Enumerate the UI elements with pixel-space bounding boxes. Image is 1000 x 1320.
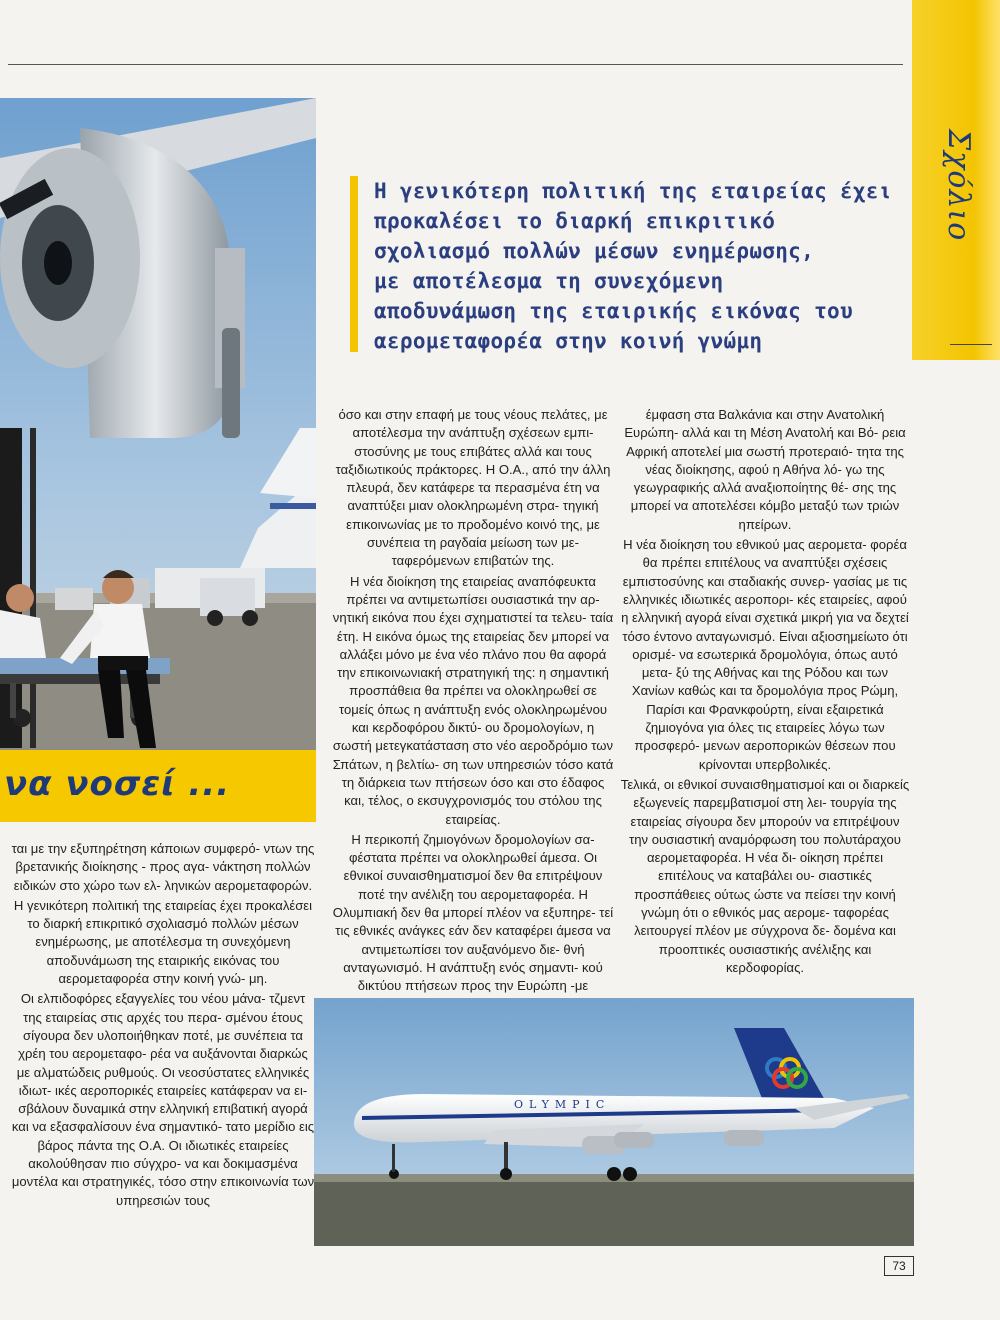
paragraph: Η περικοπή ζημιογόνων δρομολογίων σα- φέστατα πρέπει να ολοκληρωθεί άμεσα. Οι εθνικοί συναισθηματισμοί δεν θα επιτρέψουν ποτέ την ανέλιξη του αερομεταφορέα. Η Ολυμπιακή δεν θα μπορεί πλέον να εξυπηρε- τεί τις εθνικές ανάγκες εάν δεν καταφέρει άμεσα να αντιμετωπίσει τον αυξανόμενο διε- θνή ανταγωνισμό. Η ανάπτυξη ενός σημαντι- κού δικτύου πτήσεων προς την Ευρώπη -με: [332, 831, 614, 994]
paragraph: Οι ελπιδοφόρες εξαγγελίες του νέου μάνα- τζμεντ της εταιρείας στις αρχές του περα- σμένου έτους σίγουρα δεν υλοποιήθηκαν ποτέ, με συνέπεια τα χρέη του αερομεταφο- ρέα να αυξάνονται διαρκώς με αλματώδεις ρυθμούς. Οι νεοσύστατες ελληνικές ιδιωτ- ικές αεροπορικές εταιρείες κατάφεραν να ει- σβάλουν δυναμικά στην ελληνική επιβατική αγορά και να εξασφαλίσουν ένα σημαντικό- τατο μερίδιο εις βάρος πάντα της Ο.Α. Οι ιδιωτικές εταιρείες ακολούθησαν πιο σύγχρο- να και δοκιμασμένα μοντέλα και στρατηγικές, τόσο στην επικοινωνία των υπηρεσιών τους: [11, 991, 315, 1208]
paragraph: ται με την εξυπηρέτηση κάποιων συμφερό- ντων της βρετανικής διοίκησης - προς αγα- νάκτηση πολλών ειδικών στο χώρο των ελ- ληνικών αερομεταφορών.: [11, 841, 315, 893]
page-number: 73: [884, 1256, 914, 1276]
top-rule: [8, 64, 903, 65]
paragraph: Η νέα διοίκηση της εταιρείας αναπόφευκτα πρέπει να αντιμετωπίσει ουσιαστικά την αρ- νητική εικόνα που έχει σχηματιστεί τα τελευ- ταία έτη. Η εικόνα όμως της εταιρείας δεν μπορεί να αλλάξει μόνο με ένα νέο πλάνο που θα αφορά την επικοινωνιακή στρατηγική της: η σημαντική προσπάθεια θα πρέπει να ολοκληρωθεί σε τομείς όπως η ανάπτυξη ενός ολοκληρωμένου και κερδοφόρου δικτύ- ου δρομολογίων, η σωστή μετεγκατάσταση στο νέο αεροδρόμιο των Σπάτων, η βελτίω- ση των υπηρεσιών τόσο κατά τη διάρκεια των πτήσεων όσο και στο έδαφος και, τέλος, ο εκσυγχρονισμός του στόλου της εταιρείας.: [332, 573, 614, 827]
pull-quote-line: Η γενικότερη πολιτική της εταιρείας έχει: [374, 179, 892, 203]
pull-quote-line: αποδυνάμωση της εταιρικής εικόνας του: [374, 299, 853, 323]
headline-banner: [0, 750, 316, 822]
section-tab-rule: [950, 344, 992, 345]
pull-quote-line: σχολιασμό πολλών μέσων ενημέρωσης,: [374, 239, 815, 263]
paragraph: Η νέα διοίκηση του εθνικού μας αερομετα- φορέα θα πρέπει επιτέλους να αναπτύξει σχέσεις εμπιστοσύνης και σταδιακής συνερ- γασίας με τις ελληνικές ιδιωτικές αεροπορι- κές εταιρείες, αφού η ελληνική αγορά είναι σχετικά μικρή για να δεχτεί τόσο έντονο ανταγωνισμό. Είναι αξιοσημείωτο ότι ορισμέ- να εσωτερικά δρομολόγια, όπως αυτό μετα- ξύ της Αθήνας και της Ρόδου και των Χανίων καθώς και τα δρομολόγια προς Ρώμη, Παρίσι και Φρανκφούρτη, είναι εξαιρετικά ζημιογόνα για όλες τις εταιρείες λόγω των προσφερό- μενων αεροπορικών θέσεων που κρίνονται υπερβολικές.: [621, 537, 909, 772]
photo-ground-crew: [0, 98, 316, 750]
section-title: Σχόλιο: [941, 128, 976, 242]
pull-quote-bar: [350, 176, 358, 352]
column-middle: [332, 406, 614, 998]
pull-quote: [350, 176, 900, 366]
paragraph: Τελικά, οι εθνικοί συναισθηματισμοί και οι διαρκείς εξωγενείς παρεμβατισμοί στη λει- τουργία της εταιρείας σίγουρα δεν μπορούν να επιτρέψουν την ουσιαστική αναμόρφωση του πολυτάραχου αερομεταφορέα. Η νέα δι- οίκηση πρέπει επιτέλους να καταβάλει ου- σιαστικές προσπάθειες ούτως ώστε να πείσει την κοινή γνώμη ότι ο εθνικός μας αερομε- ταφορέας λειτουργεί πλέον με σύγχρονα δε- δομένα και προοπτικές ουσιαστικής ανέλιξης και κερδοφορίας.: [620, 776, 910, 975]
pull-quote-line: με αποτέλεσμα τη συνεχόμενη: [374, 269, 724, 293]
column-right: [620, 406, 910, 979]
ground-crew-illustration: [0, 98, 316, 750]
photo-olympic-airliner: [314, 998, 914, 1246]
column-left: [10, 840, 316, 1212]
livery-text: OLYMPIC: [514, 1098, 611, 1111]
paragraph: όσο και στην επαφή με τους νέους πελάτες, με αποτέλεσμα την ανάπτυξη σχέσεων εμπι- στοσύνης με τους επιβάτες αλλά και τους ταξιδιωτικούς πράκτορες. Η Ο.Α., από την άλλη πλευρά, δεν κατάφερε τα περασμένα έτη να αναπτύξει μιαν ολοκληρωμένη στρα- τηγική επικοινωνίας με το προδομένο κοινό της, με συνέπεια τη ραγδαία μείωση των με- ταφερόμενων επιβατών της.: [335, 407, 611, 569]
section-tab: [912, 0, 1000, 360]
headline-text: να νοσεί ...: [4, 764, 231, 804]
paragraph: Η γενικότερη πολιτική της εταιρείας έχει προκαλέσει το διαρκή επικριτικό σχολιασμό πολλών μέσων ενημέρωσης, με αποτέλεσμα τη συνεχόμενη αποδυνάμωση της εταιρικής εικόνας του αερομεταφορέα στην κοινή γνώ- μη.: [13, 897, 313, 987]
pull-quote-text: [374, 176, 894, 356]
pull-quote-line: αερομεταφορέα στην κοινή γνώμη: [374, 329, 763, 353]
pull-quote-line: προκαλέσει το διαρκή επικριτικό: [374, 209, 776, 233]
paragraph: έμφαση στα Βαλκάνια και στην Ανατολική Ευρώπη- αλλά και τη Μέση Ανατολή και Βό- ρεια Αφρική αποτελεί μια σωστή προτεραιό- τητα της νέας διοίκησης, αφού η Αθήνα λό- γω της γεωγραφικής αλλά αναξιοποίητης θέ- σης της μπορεί να αποτελέσει κόμβο μεταξύ των τριών ηπείρων.: [624, 407, 906, 532]
airliner-illustration: [314, 998, 914, 1246]
